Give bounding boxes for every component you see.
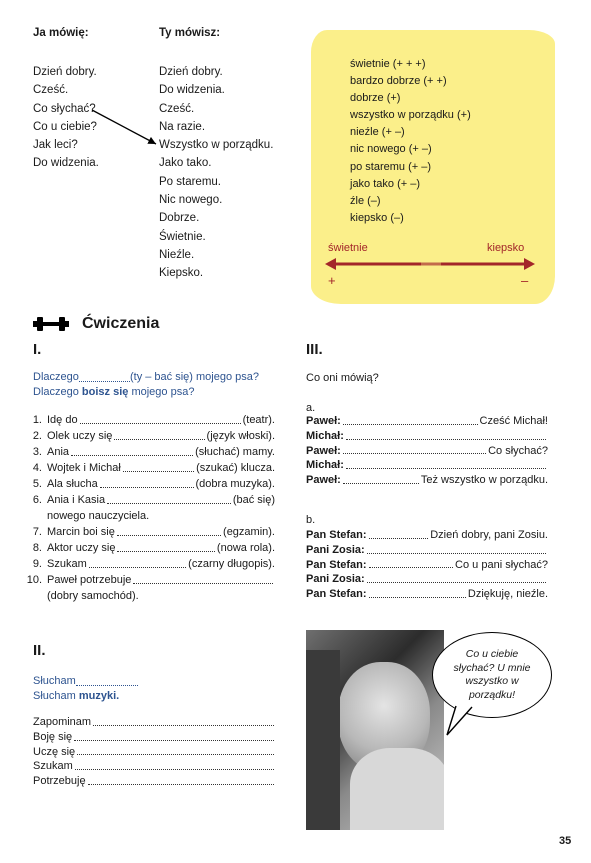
exercise-item <box>33 745 276 760</box>
speaker-name: Michał: <box>306 429 344 442</box>
col2-item: Na razie. <box>159 120 206 133</box>
item-text: Idę do <box>47 414 78 426</box>
part-a-dialog <box>306 414 548 488</box>
item-number <box>20 588 47 604</box>
col2-list <box>159 63 273 283</box>
part-b-dialog <box>306 528 548 602</box>
item-text: Szukam <box>47 558 87 570</box>
answer-blank[interactable] <box>367 543 546 554</box>
item-text: Wojtek i Michał <box>47 462 121 474</box>
item-number: 2. <box>32 430 42 442</box>
col1-item: Dzień dobry. <box>33 66 97 78</box>
s2-example-question: Słucham <box>33 675 76 687</box>
col2-item: Wszystko w porządku. <box>159 139 274 152</box>
answer-blank[interactable] <box>367 572 546 583</box>
answer-blank[interactable] <box>346 429 546 440</box>
section-3-question: Co oni mówią? <box>306 372 379 384</box>
part-a-label: a. <box>306 402 316 414</box>
answer-blank[interactable] <box>343 444 486 455</box>
scale-item: świetnie (+ + +) <box>350 58 426 70</box>
answer-blank[interactable] <box>75 759 274 770</box>
col1-item: Jak leci? <box>33 139 78 152</box>
item-text: Ania <box>47 446 70 458</box>
col2-heading: Ty mówisz: <box>159 27 221 39</box>
dialog-text: Co u pani słychać? <box>455 558 548 571</box>
col1-item: Cześć. <box>33 84 69 97</box>
speech-bubble-tail-icon <box>446 703 486 737</box>
exercise-item <box>20 476 275 492</box>
exercise-item <box>33 774 276 789</box>
item-text: Szukam <box>33 760 73 773</box>
example-answer-bold: boisz się <box>81 385 129 398</box>
answer-blank[interactable] <box>117 540 214 552</box>
item-number: 1. <box>32 414 42 426</box>
speaker-name: Paweł: <box>306 415 341 427</box>
answer-blank[interactable] <box>369 528 429 539</box>
item-text: nowego nauczyciela. <box>47 510 150 522</box>
item-text: Potrzebuję <box>33 775 86 788</box>
answer-blank[interactable] <box>74 730 274 741</box>
col1-list <box>33 63 99 173</box>
scale-item: nic nowego (+ –) <box>350 143 432 156</box>
item-hint: (słuchać) mamy. <box>195 446 275 458</box>
scale-item: dobrze (+) <box>350 92 401 105</box>
dialog-text: Też wszystko w porządku. <box>420 474 548 487</box>
answer-blank[interactable] <box>93 715 274 726</box>
example-answer-b: mojego psa? <box>128 385 195 398</box>
answer-blank[interactable] <box>77 745 274 756</box>
exercise-item <box>20 444 275 460</box>
exercise-item <box>33 759 276 774</box>
item-number: 4. <box>32 462 42 474</box>
section-1-number: I. <box>33 341 42 358</box>
col2-item: Świetnie. <box>159 230 206 243</box>
answer-blank[interactable] <box>346 458 546 469</box>
section-2-example <box>33 674 138 703</box>
answer-blank[interactable] <box>123 460 194 472</box>
item-number: 10. <box>26 574 42 586</box>
part-b-label: b. <box>306 514 316 526</box>
exercise-item <box>20 588 275 604</box>
section-title: Ćwiczenia <box>82 315 160 332</box>
col2-item: Do widzenia. <box>159 84 225 97</box>
item-hint: (nowa rola). <box>216 542 275 554</box>
dumbbell-icon <box>33 316 69 332</box>
col1-item: Do widzenia. <box>33 157 99 170</box>
item-text: Ania i Kasia <box>47 494 106 506</box>
dialog-line <box>306 528 548 543</box>
item-number: 3. <box>32 446 42 458</box>
s2-example-answer-a: Słucham <box>33 689 79 702</box>
scale-item: kiepsko (–) <box>350 211 404 224</box>
item-text: Boję się <box>33 730 73 743</box>
scale-item: bardzo dobrze (+ +) <box>350 75 447 88</box>
page-number: 35 <box>559 835 572 847</box>
scale-item: źle (–) <box>350 194 381 207</box>
dialog-text: Co słychać? <box>488 444 548 457</box>
item-hint: (teatr). <box>242 414 275 426</box>
exercise-item <box>20 492 275 508</box>
answer-blank[interactable] <box>80 412 241 424</box>
item-number <box>20 508 47 524</box>
answer-blank[interactable] <box>71 444 193 456</box>
item-hint: (bać się) <box>232 494 275 506</box>
scale-item: jako tako (+ –) <box>350 177 421 190</box>
col1-item: Co słychać? <box>33 102 96 115</box>
speaker-name: Paweł: <box>306 444 341 457</box>
example-answer-a: Dlaczego <box>33 385 82 398</box>
answer-blank[interactable] <box>89 556 186 568</box>
item-number: 7. <box>32 526 42 538</box>
answer-blank[interactable] <box>369 587 466 598</box>
scale-plus: + <box>328 273 336 288</box>
col2-item: Kiepsko. <box>159 267 204 280</box>
scale-minus: – <box>521 273 529 288</box>
example-question-b: (ty – bać się) mojego psa? <box>129 371 259 383</box>
speaker-name: Pan Stefan: <box>306 529 367 541</box>
exercise-item <box>20 460 275 476</box>
answer-blank[interactable] <box>133 572 273 584</box>
dialog-line <box>306 444 548 459</box>
exercise-item <box>20 540 275 556</box>
col2-item: Po staremu. <box>159 175 221 188</box>
item-hint: (szukać) klucza. <box>196 462 275 474</box>
s2-example-answer-bold: muzyki. <box>78 689 120 702</box>
section-2-number: II. <box>33 642 46 659</box>
answer-blank[interactable] <box>369 558 454 569</box>
speaker-name: Pani Zosia: <box>306 543 365 556</box>
scale-item: nieźle (+ –) <box>350 126 405 139</box>
dialog-line <box>306 473 548 488</box>
scale-right-label: kiepsko <box>487 242 525 254</box>
exercise-item <box>33 715 276 730</box>
example-question-a: Dlaczego <box>33 371 79 383</box>
col2-item: Dobrze. <box>159 212 200 225</box>
dialog-line <box>306 558 548 573</box>
exercise-item <box>33 730 276 745</box>
dialog-line <box>306 414 548 429</box>
answer-blank[interactable] <box>88 774 274 785</box>
dialog-line <box>306 429 548 444</box>
exercise-item <box>20 572 275 588</box>
answer-blank[interactable] <box>117 524 221 536</box>
speaker-name: Pan Stefan: <box>306 558 367 571</box>
dialog-text: Dzień dobry, pani Zosiu. <box>430 529 548 541</box>
item-number: 5. <box>32 478 42 490</box>
exercise-item <box>20 556 275 572</box>
arrow-icon <box>90 108 165 150</box>
answer-blank[interactable] <box>114 428 204 440</box>
dialog-line <box>306 587 548 602</box>
answer-blank[interactable] <box>107 492 231 504</box>
speaker-name: Pan Stefan: <box>306 588 367 601</box>
speech-bubble-text: Co u ciebie słychać? U mnie wszystko w porządku! <box>453 648 531 701</box>
answer-blank[interactable] <box>343 473 419 484</box>
scale-item: po staremu (+ –) <box>350 160 432 173</box>
speaker-name: Michał: <box>306 459 344 472</box>
scale-list <box>350 56 471 227</box>
item-hint: (czarny długopis). <box>188 558 275 570</box>
item-hint: (egzamin). <box>223 526 275 538</box>
col2-item: Nic nowego. <box>159 194 223 207</box>
exercise-item <box>20 524 275 540</box>
item-number: 8. <box>32 542 42 554</box>
exercise-item <box>20 508 275 524</box>
item-text: Marcin boi się <box>47 526 115 538</box>
dialog-text: Cześć Michał! <box>479 415 548 427</box>
dialog-text: Dziękuję, nieźle. <box>467 588 548 601</box>
col1-item: Co u ciebie? <box>33 120 97 133</box>
speaker-name: Pani Zosia: <box>306 573 365 586</box>
dialog-line <box>306 572 548 587</box>
scale-arrow-icon <box>325 257 535 271</box>
exercise-item <box>20 428 275 444</box>
section-3-number: III. <box>306 341 323 358</box>
scale-item: wszystko w porządku (+) <box>350 109 471 122</box>
section-1-list <box>20 412 275 604</box>
section-1-example <box>33 370 259 399</box>
answer-blank[interactable] <box>343 414 478 425</box>
item-number: 9. <box>32 558 42 570</box>
speaker-name: Paweł: <box>306 474 341 487</box>
item-text: Olek uczy się <box>47 430 113 442</box>
item-hint: (dobra muzyka). <box>195 478 275 490</box>
item-text: (dobry samochód). <box>47 590 139 602</box>
dialog-line <box>306 458 548 473</box>
item-text: Uczę się <box>33 745 76 758</box>
scale-left-label: świetnie <box>328 242 368 254</box>
col2-item: Cześć. <box>159 102 195 115</box>
item-text: Zapominam <box>33 716 92 728</box>
answer-blank[interactable] <box>100 476 194 488</box>
section-2-list <box>33 715 276 789</box>
col1-heading: Ja mówię: <box>33 27 89 39</box>
item-number: 6. <box>32 494 42 506</box>
item-text: Paweł potrzebuje <box>47 574 132 586</box>
item-hint: (język włoski). <box>206 430 275 442</box>
col2-item: Dzień dobry. <box>159 66 223 78</box>
baby-photo <box>306 630 444 830</box>
exercise-item <box>20 412 275 428</box>
col2-item: Nieźle. <box>159 248 195 261</box>
col2-item: Jako tako. <box>159 157 212 170</box>
item-text: Aktor uczy się <box>47 542 116 554</box>
item-text: Ala słucha <box>47 478 98 490</box>
dialog-line <box>306 543 548 558</box>
